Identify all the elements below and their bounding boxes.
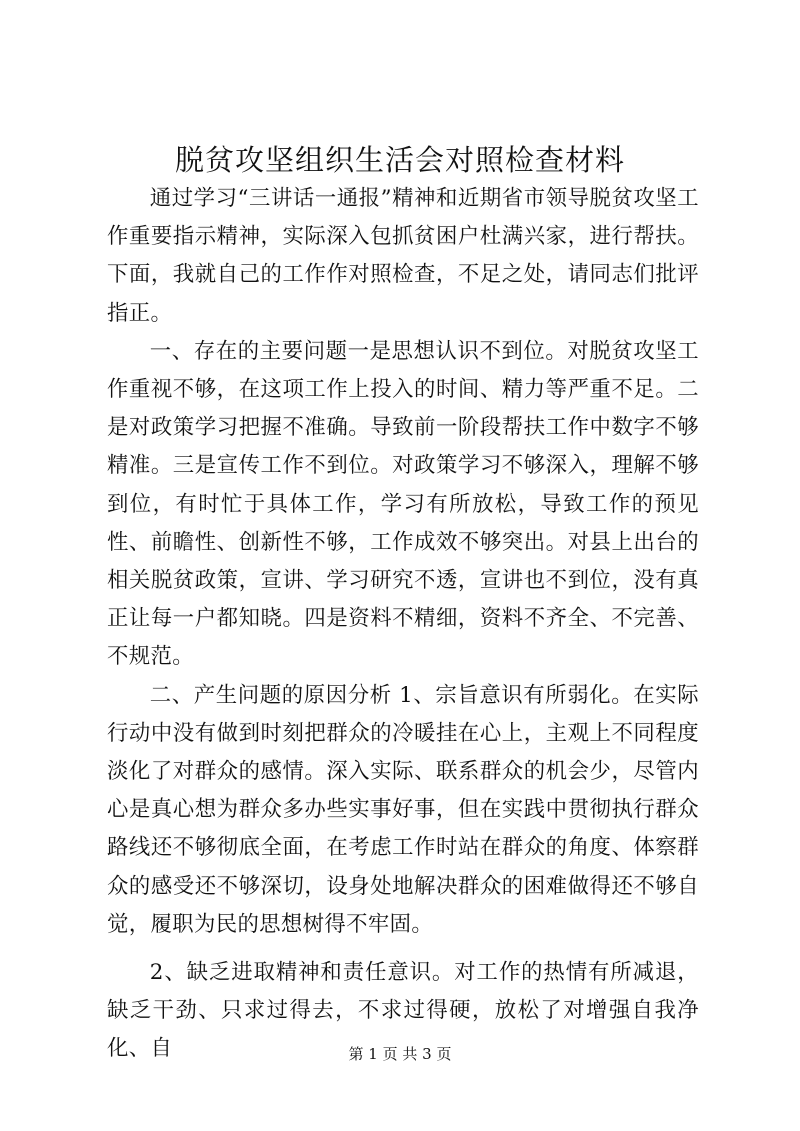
paragraph-intro: 通过学习“三讲话一通报”精神和近期省市领导脱贫攻坚工作重要指示精神，实际深入包抓贫困户杜满兴家，进行帮扶。下面，我就自己的工作作对照检查，不足之处，请同志们批评指正。 [107,186,699,326]
page-footer: 第 1 页 共 3 页 [348,1045,452,1063]
paragraph-lack-initiative: 2、缺乏进取精神和责任意识。对工作的热情有所减退，缺乏干劲、只求过得去，不求过得硬，放松了对增强自我净化、自 [107,960,699,1062]
paragraph-problems: 一、存在的主要问题一是思想认识不到位。对脱贫攻坚工作重视不够，在这项工作上投入的时间、精力等严重不足。二是对政策学习把握不准确。导致前一阶段帮扶工作中数字不够精准。三是宣传工作不到位。对政策学习不够深入，理解不够到位，有时忙于具体工作，学习有所放松，导致工作的预见性、前瞻性、创新性不够，工作成效不够突出。对县上出台的相关脱贫政策，宣讲、学习研究不透，宣讲也不到位，没有真正让每一户都知晓。四是资料不精细，资料不齐全、不完善、不规范。 [107,338,699,670]
paragraph-causes: 二、产生问题的原因分析 1、宗旨意识有所弱化。在实际行动中没有做到时刻把群众的冷暖挂在心上，主观上不同程度淡化了对群众的感情。深入实际、联系群众的机会少，尽管内心是真心想为群众多办些实事好事，但在实践中贯彻执行群众路线还不够彻底全面，在考虑工作时站在群众的角度、体察群众的感受还不够深切，设身处地解决群众的困难做得还不够自觉，履职为民的思想树得不牢固。 [107,682,699,937]
document-body [107,180,699,1069]
document-title: 脱贫攻坚组织生活会对照检查材料 [174,143,625,177]
